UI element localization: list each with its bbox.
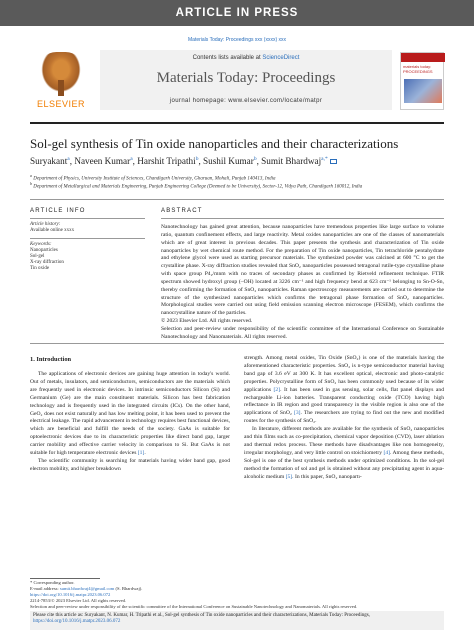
elsevier-logo[interactable] bbox=[30, 50, 92, 110]
journal-reference-link[interactable]: Materials Today: Proceedings xxx (xxxx) xxx bbox=[188, 37, 286, 43]
citation-link[interactable]: [1] bbox=[137, 450, 145, 457]
author-list: Suryakant$^a$, Naveen Kumar$^a$, Harshit Tripathi$^b$, Sushil Kumar$^b$, Sumit Bhardwaj$^{a,*}$ bbox=[30, 156, 444, 166]
keyword: Tin oxide bbox=[30, 266, 50, 271]
publisher-name: ELSEVIER bbox=[36, 99, 86, 109]
keyword: X-ray diffraction bbox=[30, 260, 64, 265]
cover-title: materials today: PROCEEDINGS bbox=[403, 64, 433, 74]
article-history: Article history: Available online xxxx bbox=[30, 222, 75, 233]
copyright-line: © 2023 Elsevier Ltd. All rights reserved. bbox=[161, 318, 253, 325]
author-name[interactable]: Sushil Kumar bbox=[203, 156, 254, 167]
author-name[interactable]: Harshit Tripathi bbox=[137, 156, 196, 167]
selection-footnote: Selection and peer-review under responsibility of the scientific committee of the International Conference on Sustainable Nanotechnology and Nanomaterials. All rights reserved. bbox=[30, 603, 358, 609]
article-info-heading: ARTICLE INFO bbox=[30, 208, 86, 214]
intro-right-column: strength. Among metal oxides, Tin Oxide (SnO₂) is one of the materials having the aforementioned characteristic properties. SnO₂ is n-type semiconductor material having band gap of 3.6 eV at 300 K. It has excellent optical, electronic and photo-catalytic properties. Polycrystalline form of SnO₂ has been commonly used because of its wider applications [2]. It has been used in gas sensing, solar cells, flat panel displays and rechargeable Li-ion batteries. Transparent conducting oxide (TCO) having high reflectance in IR region and good transparency in the visible region is also one of the applications of SnO₂ [3]. The researchers are trying to find out the new and modified routes for the synthesis of SnO₂. In literature, different methods are available for the synthesis of SnO₂ nanoparticles and thin films such as co-precipitation, chemical vapor deposition (CVD), laser ablation and thermal redox process. These methods have disadvantages like non homogeneity, irregular morphology, and very little control on stoichiometry [4]. Among these methods, Sol-gel is one of the best synthesis methods under optimized conditions. In the sol-gel method the formation of sol and gel is obtained without any precipitating agent in aqua-alcoholic medium [5]. In this paper, SnO₂ nanopartı- bbox=[244, 355, 445, 480]
abstract-bottom-divider bbox=[30, 343, 444, 344]
corresponding-author-note: * Corresponding author. bbox=[30, 580, 75, 585]
abstract-heading: ABSTRACT bbox=[161, 208, 203, 214]
citation-link[interactable]: [3] bbox=[293, 410, 301, 417]
affiliation: $^b$ Department of Metallurgical and Materials Engineering, Punjab Engineering College (Deemed to be University), Sector-12, Vidya Path, Chandigarh 160012, India bbox=[30, 181, 363, 190]
abstract-body: Nanotechnology has gained great attention, because nanoparticles have tremendous properties like large surface to volume ratio, quantum confinement effects, and large reactivity. Metal oxides nanoparticles are one of the classes of nanomaterials which are of great interest in previous decades. This paper presents the synthesis and characterization of Tin oxide nanoparticles by wet chemical route method. For the preparation of Tin oxide nanoparticles, Tin tetrachloride pentahydrate and ethylene glycol were used as starting precursor materials. The synthesized powder was calcined at 600 °C to get the crystalline phase. X-ray diffraction studies revealed that SnO₂ nanoparticles possessed tetragonal rutile-type crystalline phase with space group P4₂/mnm with no traces of secondary phases as confirmed by Rietveld refinement technique. FTIR spectrum showed hydroxyl group (–OH) located at 3226 cm⁻¹ and high frequency bend at 623 cm⁻¹ belonging to Sn-O-Sn, thereby confirming the formation of SnO₂ nanoparticles. Raman spectroscopy measurements are carried out to determine the structure of the synthesized nanoparticles which confirms the tetragonal phase formation of SnO₂ nanoparticles. Morphological studies were carried out using field emission scanning electron microscope (FESEM), which confirms the nanocrystalline nature of the particles. © 2023 Elsevier Ltd. All rights reserved. Selection and peer-review under responsibility of the scientific committee of the International Conference on Sustainable Nanotechnology and Nanomaterials. All rights reserved. bbox=[161, 224, 444, 340]
keyword: Nanoparticles bbox=[30, 248, 58, 253]
homepage-link[interactable]: www.elsevier.com/locate/matpr bbox=[228, 98, 323, 104]
email-line: E-mail address: sumit.bhardwaj4@gmail.com (S. Bhardwaj). bbox=[30, 585, 143, 591]
journal-title: Materials Today: Proceedings bbox=[156, 70, 336, 86]
keywords: Keywords: Nanoparticles Sol-gel X-ray diffraction Tin oxide bbox=[30, 242, 130, 272]
journal-info-block bbox=[100, 50, 392, 110]
journal-header bbox=[30, 50, 444, 118]
footnotes bbox=[30, 580, 444, 610]
author-name[interactable]: Suryakant bbox=[30, 156, 68, 167]
article-info-divider bbox=[30, 218, 145, 219]
doi-link[interactable]: https://doi.org/10.1016/j.matpr.2023.06.072 bbox=[30, 591, 111, 597]
citation-doi-link[interactable]: https://doi.org/10.1016/j.matpr.2023.06.072 bbox=[33, 619, 121, 625]
header-divider bbox=[30, 122, 444, 124]
email-link[interactable]: sumit.bhardwaj4@gmail.com bbox=[59, 585, 115, 591]
citation-link[interactable]: [5] bbox=[285, 473, 293, 480]
affiliation: $^a$ Department of Physics, University Institute of Sciences, Chandigarh University, Gharuan, Mohali, Punjab 140413, India bbox=[30, 173, 276, 182]
article-in-press-banner: ARTICLE IN PRESS bbox=[0, 0, 474, 26]
footnote-divider bbox=[30, 578, 100, 579]
history-divider bbox=[30, 238, 145, 239]
intro-left-column: The applications of electronic devices are gaining huge attention in today's world. Out of metals, insulators, and semiconductors, semiconductors are the materials which are frequently used in electronic devices. In intrinsic semiconductors Silicon (Si) and Germanium (Ge) are the main constituent materials. Silicon has best fabrication technology and is frequently used in the integrated circuits (ICs). On the other hand, GeO₂ does not exist naturally and has low melting point, it has been used to prevent the electrical leakage. The rapid advancement in technology requires best functional devices, which are beneficial and fulfill the needs of the society. GaAs is suitable for optoelectronic devices due to its characteristic properties like direct band gap, larger carrier mobility and effective carrier velocity in comparison to Si. But GaAs is not suitable for high temperature electronic devices [1]. The scientific community is searching for materials having wider band gap, good electron mobility, and higher breakdown bbox=[30, 371, 230, 472]
citation-box: Please cite this article as: Suryakant, N. Kumar, H. Tripathi et al., Sol-gel synthesis of Tin oxide nanoparticles and their characterizations, Materials Today: Proceedings, https://doi.org/10.1016/j.matpr.2023.06.072 bbox=[30, 611, 444, 630]
introduction-heading: 1. Introduction bbox=[30, 356, 72, 363]
article-title: Sol-gel synthesis of Tin oxide nanoparticles and their characterizations bbox=[30, 136, 399, 151]
citation-link[interactable]: [4] bbox=[383, 449, 390, 456]
citation-link[interactable]: [2] bbox=[273, 386, 281, 393]
contents-line: Contents lists available at ScienceDirect bbox=[192, 55, 300, 61]
affiliation-divider bbox=[30, 199, 444, 200]
sciencedirect-link[interactable]: ScienceDirect bbox=[262, 55, 300, 61]
selection-note: Selection and peer-review under responsibility of the scientific committee of the International Conference on Sustainable Nanotechnology and Nanomaterials. All rights reserved. bbox=[161, 325, 444, 340]
homepage-line: journal homepage: www.elsevier.com/locate/matpr bbox=[169, 98, 323, 104]
author-name[interactable]: Naveen Kumar bbox=[74, 156, 131, 167]
keyword: Sol-gel bbox=[30, 254, 45, 259]
author-name[interactable]: Sumit Bhardwaj bbox=[261, 156, 322, 167]
issn-line: 2214-7853/© 2023 Elsevier Ltd. All rights reserved. bbox=[30, 597, 127, 603]
cover-image bbox=[404, 79, 442, 103]
journal-cover-thumbnail[interactable] bbox=[400, 52, 444, 110]
abstract-divider bbox=[161, 218, 444, 219]
email-envelope-icon[interactable] bbox=[330, 159, 337, 164]
